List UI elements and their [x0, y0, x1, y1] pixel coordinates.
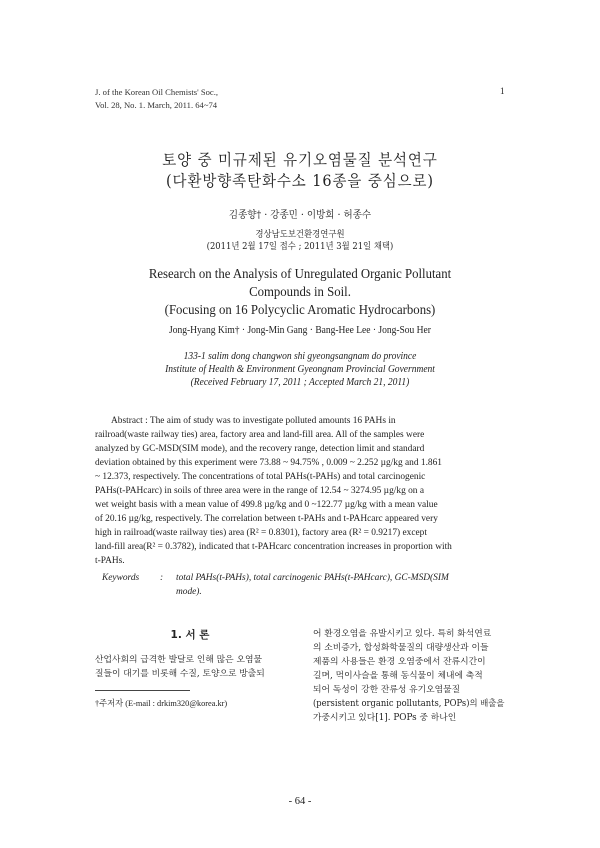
body-line: (persistent organic pollutants, POPs)의 배출을 — [313, 699, 505, 709]
keywords-colon: : — [160, 573, 164, 583]
title-english-line1: Research on the Analysis of Unregulated Organic Pollutant — [148, 266, 452, 281]
received-dates: (Received February 17, 2011 ; Accepted March 21, 2011) — [190, 377, 410, 389]
address-line1: 133-1 salim dong changwon shi gyeongsangnam do province — [183, 351, 417, 362]
keywords-text: total PAHs(t-PAHs), total carcinogenic PAHs(t-PAHcarc), GC-MSD(SIM mode). — [176, 573, 449, 597]
running-head — [95, 86, 218, 112]
section-heading-introduction: 1. 서 론 — [170, 629, 210, 641]
address-english — [20, 350, 580, 390]
header-page-number: 1 — [500, 86, 505, 96]
keywords — [102, 571, 507, 599]
abstract-line: Abstract : The aim of study was to investigate polluted amounts 16 PAHs in — [111, 416, 396, 426]
title-english-line3: (Focusing on 16 Polycyclic Aromatic Hydrocarbons) — [164, 302, 436, 317]
journal-volume: Vol. 28, No. 1. March, 2011. 64~74 — [95, 100, 218, 110]
abstract-line: of 20.16 µg/kg, respectively. The correlation between t-PAHs and t-PAHcarc appeared very — [95, 514, 438, 524]
title-english — [20, 265, 580, 319]
abstract-line: high in railroad(waste railway ties) area (R² = 0.8301), factory area (R² = 0.9217) except — [95, 528, 427, 538]
abstract-line: railroad(waste railway ties) area, factory area and land-fill area. All of the samples were — [95, 430, 425, 440]
abstract-line: ~ 12.373, respectively. The concentrations of total PAHs(t-PAHs) and total carcinogenic — [95, 472, 426, 482]
abstract-line: wet weight basis with a mean value of 499.8 µg/kg and 0 ~122.77 µg/kg with a mean value — [95, 500, 438, 510]
abstract-line: land-fill area(R² = 0.3782), indicated that t-PAHcarc concentration increases in proportion with — [95, 542, 452, 552]
body-line: 제품의 사용들은 환경 오염중에서 잔류시간이 — [313, 657, 486, 667]
body-line: 어 환경오염을 유발시키고 있다. 특히 화석연료 — [313, 629, 492, 639]
left-column-text — [95, 653, 285, 681]
abstract — [95, 414, 505, 568]
address-line2: Institute of Health & Environment Gyeongnam Provincial Government — [165, 364, 435, 376]
affiliation-korean: 경상남도보건환경연구원 — [255, 230, 345, 240]
title-korean-line1: 토양 중 미규제된 유기오염물질 분석연구 — [162, 151, 438, 169]
body-line: 산업사회의 급격한 발달로 인해 많은 오염물 — [95, 655, 262, 665]
journal-name: J. of the Korean Oil Chemists' Soc., — [95, 87, 219, 97]
body-line: 의 소비증가, 합성화학물질의 대량생산과 이들 — [313, 643, 489, 653]
footnote: †주저자 (E-mail : drkim320@korea.kr) — [95, 699, 228, 708]
abstract-line: analyzed by GC-MSD(SIM mode), and the recovery range, detection limit and standard — [95, 444, 425, 454]
authors-korean: 김종향† · 강종민 · 이방희 · 허종수 — [228, 210, 372, 221]
title-korean-line2: (다환방향족탄화수소 16종을 중심으로) — [165, 172, 435, 190]
abstract-line: t-PAHs. — [95, 556, 125, 566]
footnote-divider — [95, 690, 190, 691]
title-english-line2: Compounds in Soil. — [249, 284, 351, 299]
right-column-text — [313, 627, 505, 725]
keywords-label: Keywords — [102, 573, 140, 583]
body-line: 길며, 먹이사슬을 통해 동식물이 체내에 축적 — [313, 671, 483, 681]
authors-english: Jong-Hyang Kim† · Jong-Min Gang · Bang-Hee Lee · Jong-Sou Her — [169, 325, 431, 336]
abstract-line: PAHs(t-PAHcarc) in soils of three area were in the range of 12.54 ~ 3274.95 µg/kg on a — [95, 486, 424, 496]
body-line: 가중시키고 있다[1]. POPs 중 하나인 — [313, 713, 457, 723]
page-number: - 64 - — [288, 796, 312, 807]
body-line: 되어 독성이 강한 잔류성 유기오염물질 — [313, 685, 461, 695]
body-line: 질들이 대기를 비롯해 수질, 토양으로 방출되 — [95, 669, 265, 679]
dates-korean: (2011년 2월 17일 접수 ; 2011년 3월 21일 채택) — [206, 242, 394, 252]
abstract-line: deviation obtained by this experiment were 73.88 ~ 94.75% , 0.009 ~ 2.252 µg/kg and 1.861 — [95, 458, 442, 468]
